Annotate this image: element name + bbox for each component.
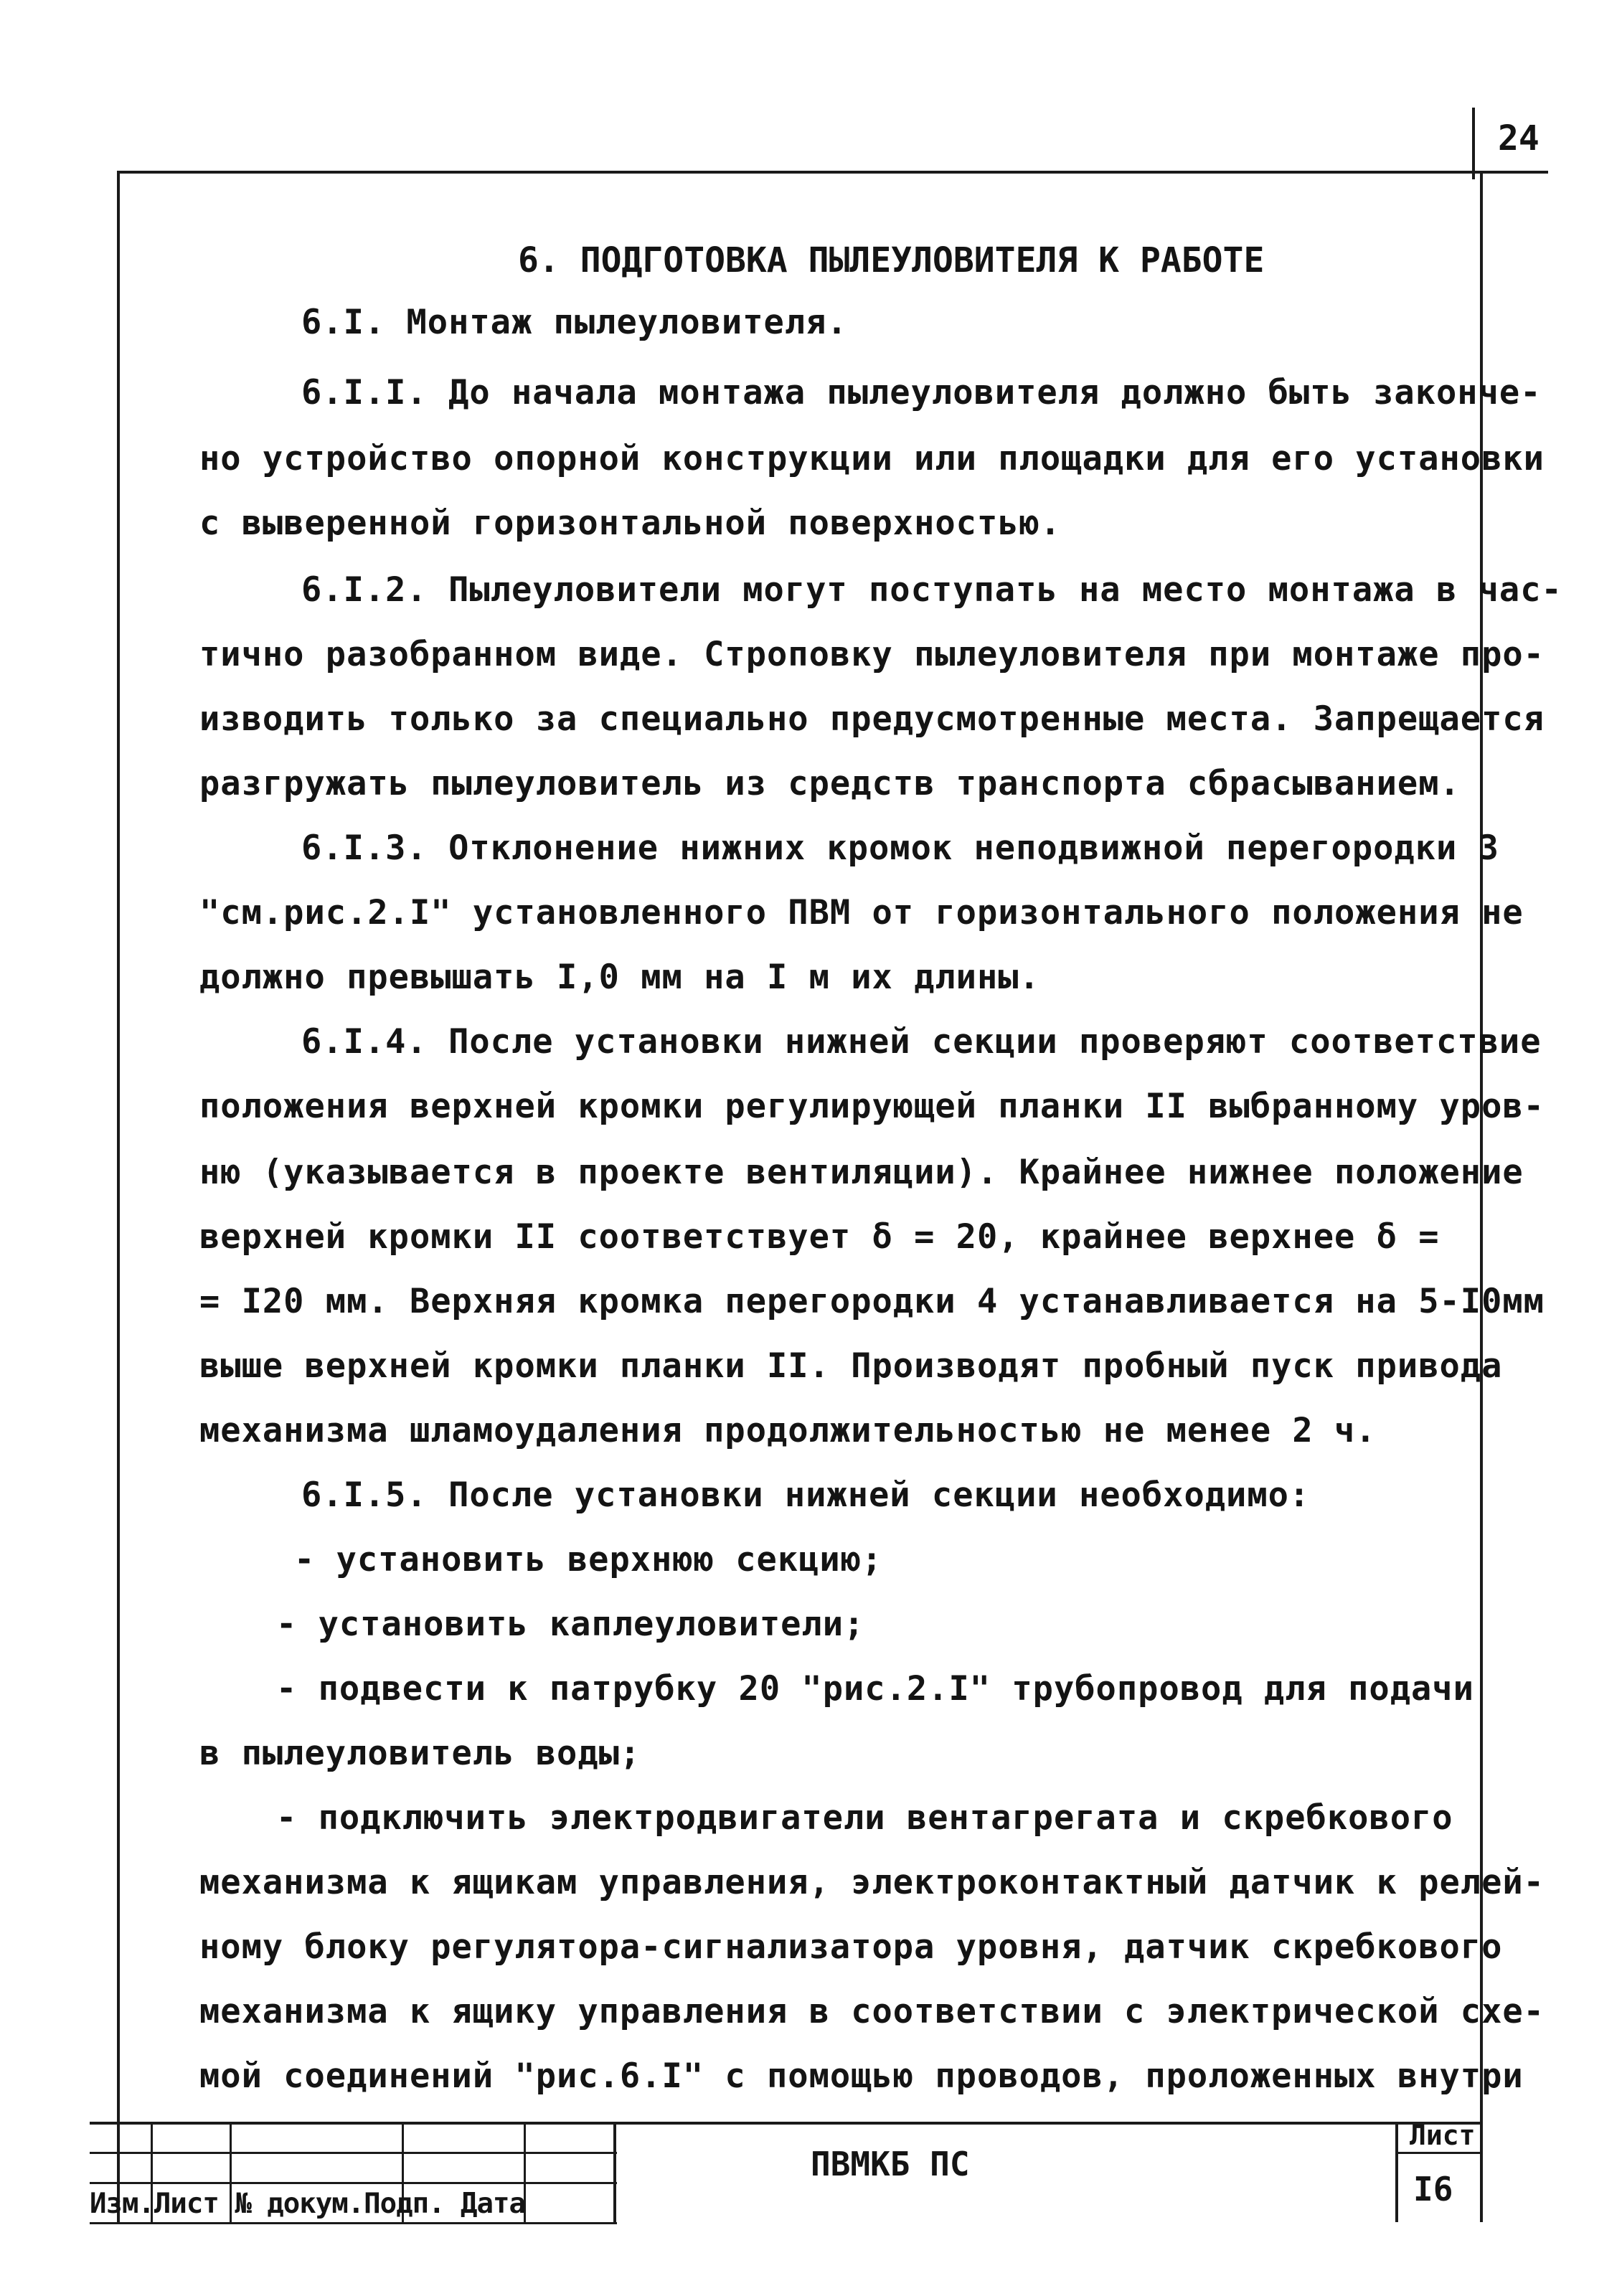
text-line: но устройство опорной конструкции или площадки для его установки [199, 439, 1545, 478]
text-line: - установить верхнюю секцию; [294, 1540, 883, 1579]
text-line: 6.I.5. После установки нижней секции необходимо: [301, 1475, 1311, 1515]
text-line: - подвести к патрубку 20 "рис.2.I" трубопровод для подачи [276, 1669, 1474, 1709]
text-line: ню (указывается в проекте вентиляции). Крайнее нижнее положение [199, 1153, 1524, 1192]
stamp-bottom-line [90, 2222, 617, 2224]
text-line: 6.I. Монтаж пылеуловителя. [301, 303, 848, 342]
document-designation: ПВМКБ ПС [811, 2145, 970, 2183]
page-title: 6. ПОДГОТОВКА ПЫЛЕУЛОВИТЕЛЯ К РАБОТЕ [518, 240, 1265, 280]
text-line: изводить только за специально предусмотренные места. Запрещается [199, 699, 1545, 739]
frame-right [1480, 171, 1483, 2222]
text-line: тично разобранном виде. Строповку пылеуловителя при монтаже про- [199, 635, 1545, 674]
page-number: 24 [1498, 118, 1540, 159]
sheet-label: Лист [1410, 2120, 1476, 2151]
text-line: разгружать пылеуловитель из средств транспорта сбрасыванием. [199, 764, 1461, 803]
text-line: положения верхней кромки регулирующей планки II выбранному уров- [199, 1087, 1545, 1126]
text-line: 6.I.3. Отклонение нижних кромок неподвижной перегородки 3 [301, 828, 1499, 868]
text-line: 6.I.I. До начала монтажа пылеуловителя должно быть законче- [301, 373, 1542, 412]
text-line: 6.I.2. Пылеуловители могут поступать на место монтажа в час- [301, 570, 1562, 610]
text-line: должно превышать I,0 мм на I м их длины. [199, 958, 1040, 997]
stamp-columns-label: Изм.Лист № докум.Подп. Дата [90, 2188, 525, 2220]
stamp-row-line [90, 2182, 617, 2184]
page-number-divider [1472, 108, 1475, 179]
text-line: механизма к ящикам управления, электроконтактный датчик к релей- [199, 1863, 1545, 1902]
frame-left [117, 171, 120, 2222]
sheet-box-line [1395, 2152, 1481, 2154]
text-line: - установить каплеуловители; [276, 1605, 865, 1644]
text-line: - подключить электродвигатели вентагрегата и скребкового [276, 1798, 1453, 1838]
frame-top [117, 171, 1548, 174]
text-line: 6.I.4. После установки нижней секции проверяют соответствие [301, 1022, 1542, 1062]
stamp-col-line [613, 2122, 616, 2222]
text-line: мой соединений "рис.6.I" с помощью проводов, проложенных внутри [199, 2056, 1524, 2096]
text-line: в пылеуловитель воды; [199, 1734, 641, 1773]
sheet-number: I6 [1413, 2170, 1453, 2208]
text-line: с выверенной горизонтальной поверхностью. [199, 504, 1062, 543]
text-line: верхней кромки II соответствует δ = 20, крайнее верхнее δ = [199, 1217, 1440, 1257]
text-line: механизма шламоудаления продолжительностью не менее 2 ч. [199, 1411, 1377, 1450]
text-line: ному блоку регулятора-сигнализатора уровня, датчик скребкового [199, 1927, 1503, 1967]
stamp-top-line [90, 2122, 1481, 2125]
stamp-row-line [90, 2152, 617, 2154]
text-line: "см.рис.2.I" установленного ПВМ от горизонтального положения не [199, 893, 1524, 932]
stamp-col-line [1395, 2122, 1398, 2222]
text-line: механизма к ящику управления в соответствии с электрической схе- [199, 1992, 1545, 2031]
text-line: = I20 мм. Верхняя кромка перегородки 4 устанавливается на 5-I0мм [199, 1282, 1545, 1321]
text-line: выше верхней кромки планки II. Производят пробный пуск привода [199, 1346, 1503, 1386]
